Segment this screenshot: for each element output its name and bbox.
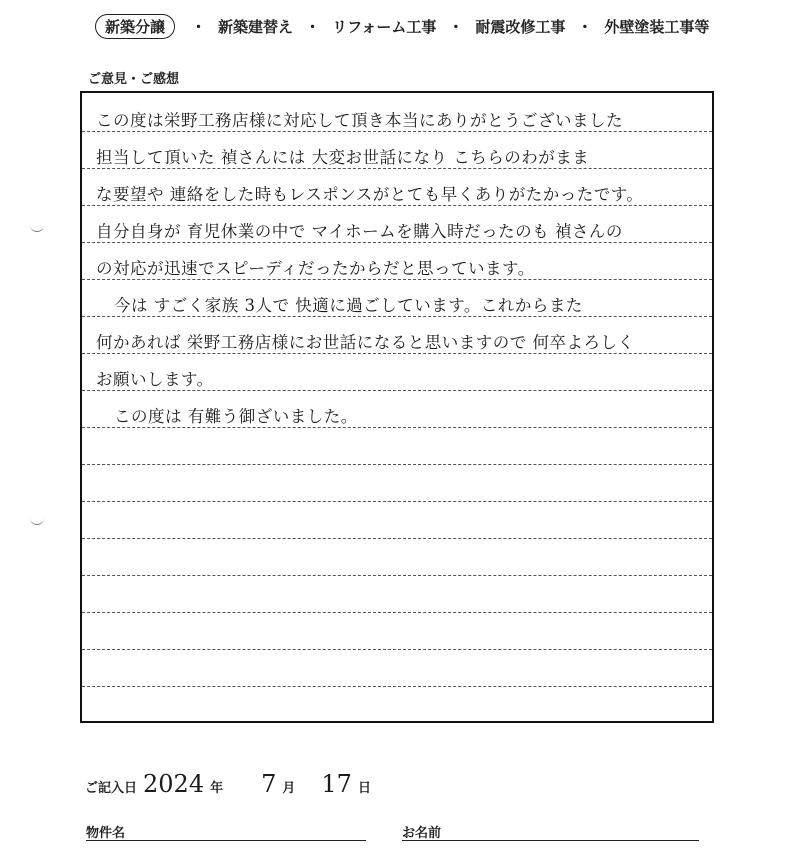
month-unit: 月 bbox=[282, 781, 296, 796]
ruled-line bbox=[82, 427, 712, 428]
day-unit: 日 bbox=[357, 781, 371, 796]
property-name-line bbox=[86, 840, 366, 841]
signature-row bbox=[0, 822, 800, 842]
year-unit: 年 bbox=[210, 781, 224, 796]
comment-line: の対応が迅速でスピーディだったからだと思っています。 bbox=[96, 259, 535, 278]
property-name-label: 物件名 bbox=[86, 826, 126, 841]
service-item: リフォーム工事 bbox=[332, 17, 437, 36]
ruled-line bbox=[82, 612, 712, 613]
ruled-line bbox=[82, 464, 712, 465]
punch-mark bbox=[30, 518, 44, 525]
ruled-line bbox=[82, 242, 712, 243]
separator: ・ bbox=[448, 17, 464, 36]
service-item: 耐震改修工事 bbox=[475, 17, 566, 36]
ruled-line bbox=[82, 316, 712, 317]
date-month-value: 7 bbox=[261, 770, 277, 798]
customer-name-label: お名前 bbox=[402, 826, 442, 841]
ruled-line bbox=[82, 538, 712, 539]
comment-line: お願いします。 bbox=[96, 370, 214, 389]
comment-line: 自分自身が 育児休業の中で マイホームを購入時だったのも 禎さんの bbox=[96, 222, 623, 241]
ruled-line bbox=[82, 686, 712, 687]
service-item: 外壁塗装工事等 bbox=[604, 17, 710, 36]
section-label: ご意見・ご感想 bbox=[88, 72, 180, 87]
new-sale-badge: 新築分譲 bbox=[95, 14, 175, 39]
ruled-line bbox=[82, 575, 712, 576]
comment-line: 今は すごく家族 3人で 快適に過ごしています。これからまた bbox=[114, 296, 583, 315]
service-item: 新築建替え bbox=[218, 17, 294, 36]
ruled-line bbox=[82, 501, 712, 502]
comment-line: な要望や 連絡をした時もレスポンスがとても早くありがたかったです。 bbox=[96, 185, 644, 204]
separator: ・ bbox=[305, 17, 321, 36]
comment-line: 何かあれば 栄野工務店様にお世話になると思いますので 何卒よろしく bbox=[96, 333, 635, 352]
ruled-line bbox=[82, 390, 712, 391]
ruled-line bbox=[82, 168, 712, 169]
ruled-line bbox=[82, 279, 712, 280]
ruled-line bbox=[82, 649, 712, 650]
separator: ・ bbox=[577, 17, 593, 36]
ruled-line bbox=[82, 353, 712, 354]
date-year-value: 2024 bbox=[143, 770, 205, 798]
date-day-value: 17 bbox=[321, 770, 352, 798]
ruled-line bbox=[82, 131, 712, 132]
comment-line: 担当して頂いた 禎さんには 大変お世話になり こちらのわがまま bbox=[96, 148, 590, 167]
punch-mark bbox=[30, 225, 44, 232]
comment-line: この度は 有難う御ざいました。 bbox=[114, 407, 358, 426]
separator: ・ bbox=[191, 17, 207, 36]
date-label: ご記入日 bbox=[85, 781, 138, 796]
date-row bbox=[85, 770, 379, 800]
comment-line: この度は栄野工務店様に対応して頂き本当にありがとうございました bbox=[96, 111, 623, 130]
ruled-line bbox=[82, 205, 712, 206]
comment-box bbox=[80, 91, 714, 723]
customer-name-line bbox=[402, 840, 699, 841]
header-services bbox=[95, 12, 709, 40]
